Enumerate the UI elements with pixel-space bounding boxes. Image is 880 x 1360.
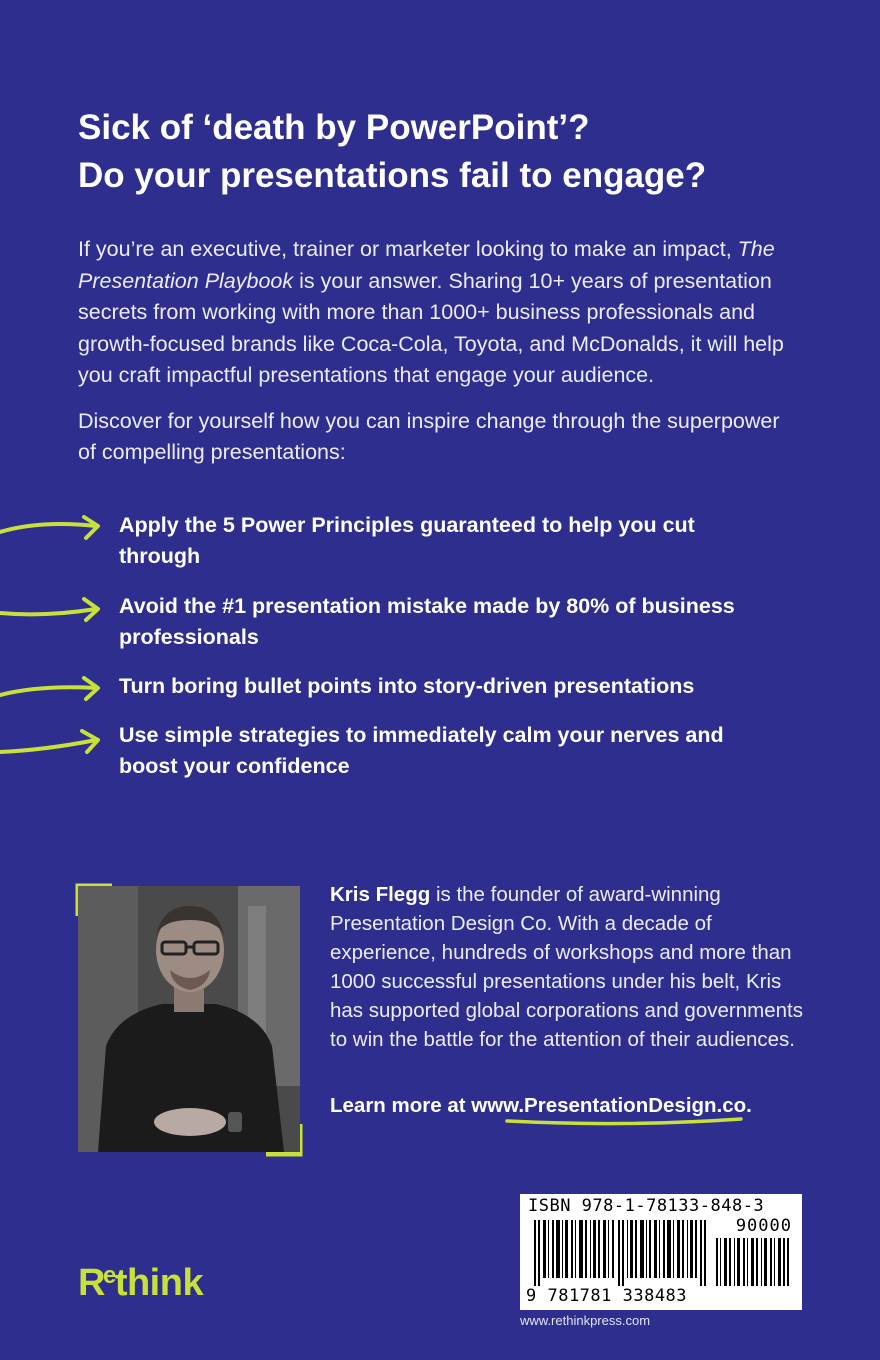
intro-text-end: is your answer. Sharing 10+ years of presentation secrets from working with more than 1000+ business professionals and growth-focused brands like Coca-Cola, Toyota, and McDonalds, it will help you craft impactful presentations that engage your audience. [78,268,784,387]
author-bio [330,880,810,1054]
arrow-icon [0,593,110,633]
intro-text-start: If you’re an executive, trainer or marketer looking to make an impact, [78,237,738,261]
benefit-text: Avoid the #1 presentation mistake made by 80% of business professionals [119,594,735,649]
isbn-digits: 9 781781 338483 [526,1286,688,1306]
logo-rest: think [114,1262,204,1304]
headline [78,104,838,200]
author-photo [78,886,300,1152]
logo-letter-r: R [78,1262,105,1304]
author-name: Kris Flegg [330,883,431,906]
price-barcode-icon [716,1238,790,1286]
isbn-barcode [520,1194,802,1310]
arrow-icon [0,512,110,552]
headline-line-1: Sick of ‘death by PowerPoint’? [78,108,590,147]
headline-line-2: Do your presentations fail to engage? [78,156,707,195]
underline-icon [505,1115,745,1127]
publisher-url[interactable]: www.rethinkpress.com [520,1313,651,1328]
intro-text [78,234,798,483]
author-photo-frame [74,882,304,1158]
benefit-text: Apply the 5 Power Principles guaranteed to help you cut through [119,513,695,568]
learn-more-link[interactable]: Learn more at www.PresentationDesign.co. [330,1094,752,1117]
barcode-icon [534,1220,712,1286]
intro-paragraph-2: Discover for yourself how you can inspire change through the superpower of compelling presentations: [78,408,780,464]
intro-paragraph-1 [78,234,798,392]
benefit-text: Turn boring bullet points into story-driven presentations [119,674,695,698]
book-title: The Presentation Playbook [78,237,775,293]
author-silhouette-icon [78,886,300,1152]
isbn-text: ISBN 978-1-78133-848-3 [528,1196,765,1216]
publisher-logo [78,1262,203,1305]
price-code: 90000 [735,1216,792,1236]
logo-letter-e: e [102,1262,116,1289]
author-bio-text: is the founder of award-winning Presentation Design Co. With a decade of experience, hundreds of workshops and more than 1000 successful presentations under his belt, Kris has supported global corporations and governments to win the battle for the attention of their audiences. [330,883,803,1051]
arrow-icon [0,673,110,713]
arrow-icon [0,722,110,762]
benefit-text: Use simple strategies to immediately calm your nerves and boost your confidence [119,723,724,778]
